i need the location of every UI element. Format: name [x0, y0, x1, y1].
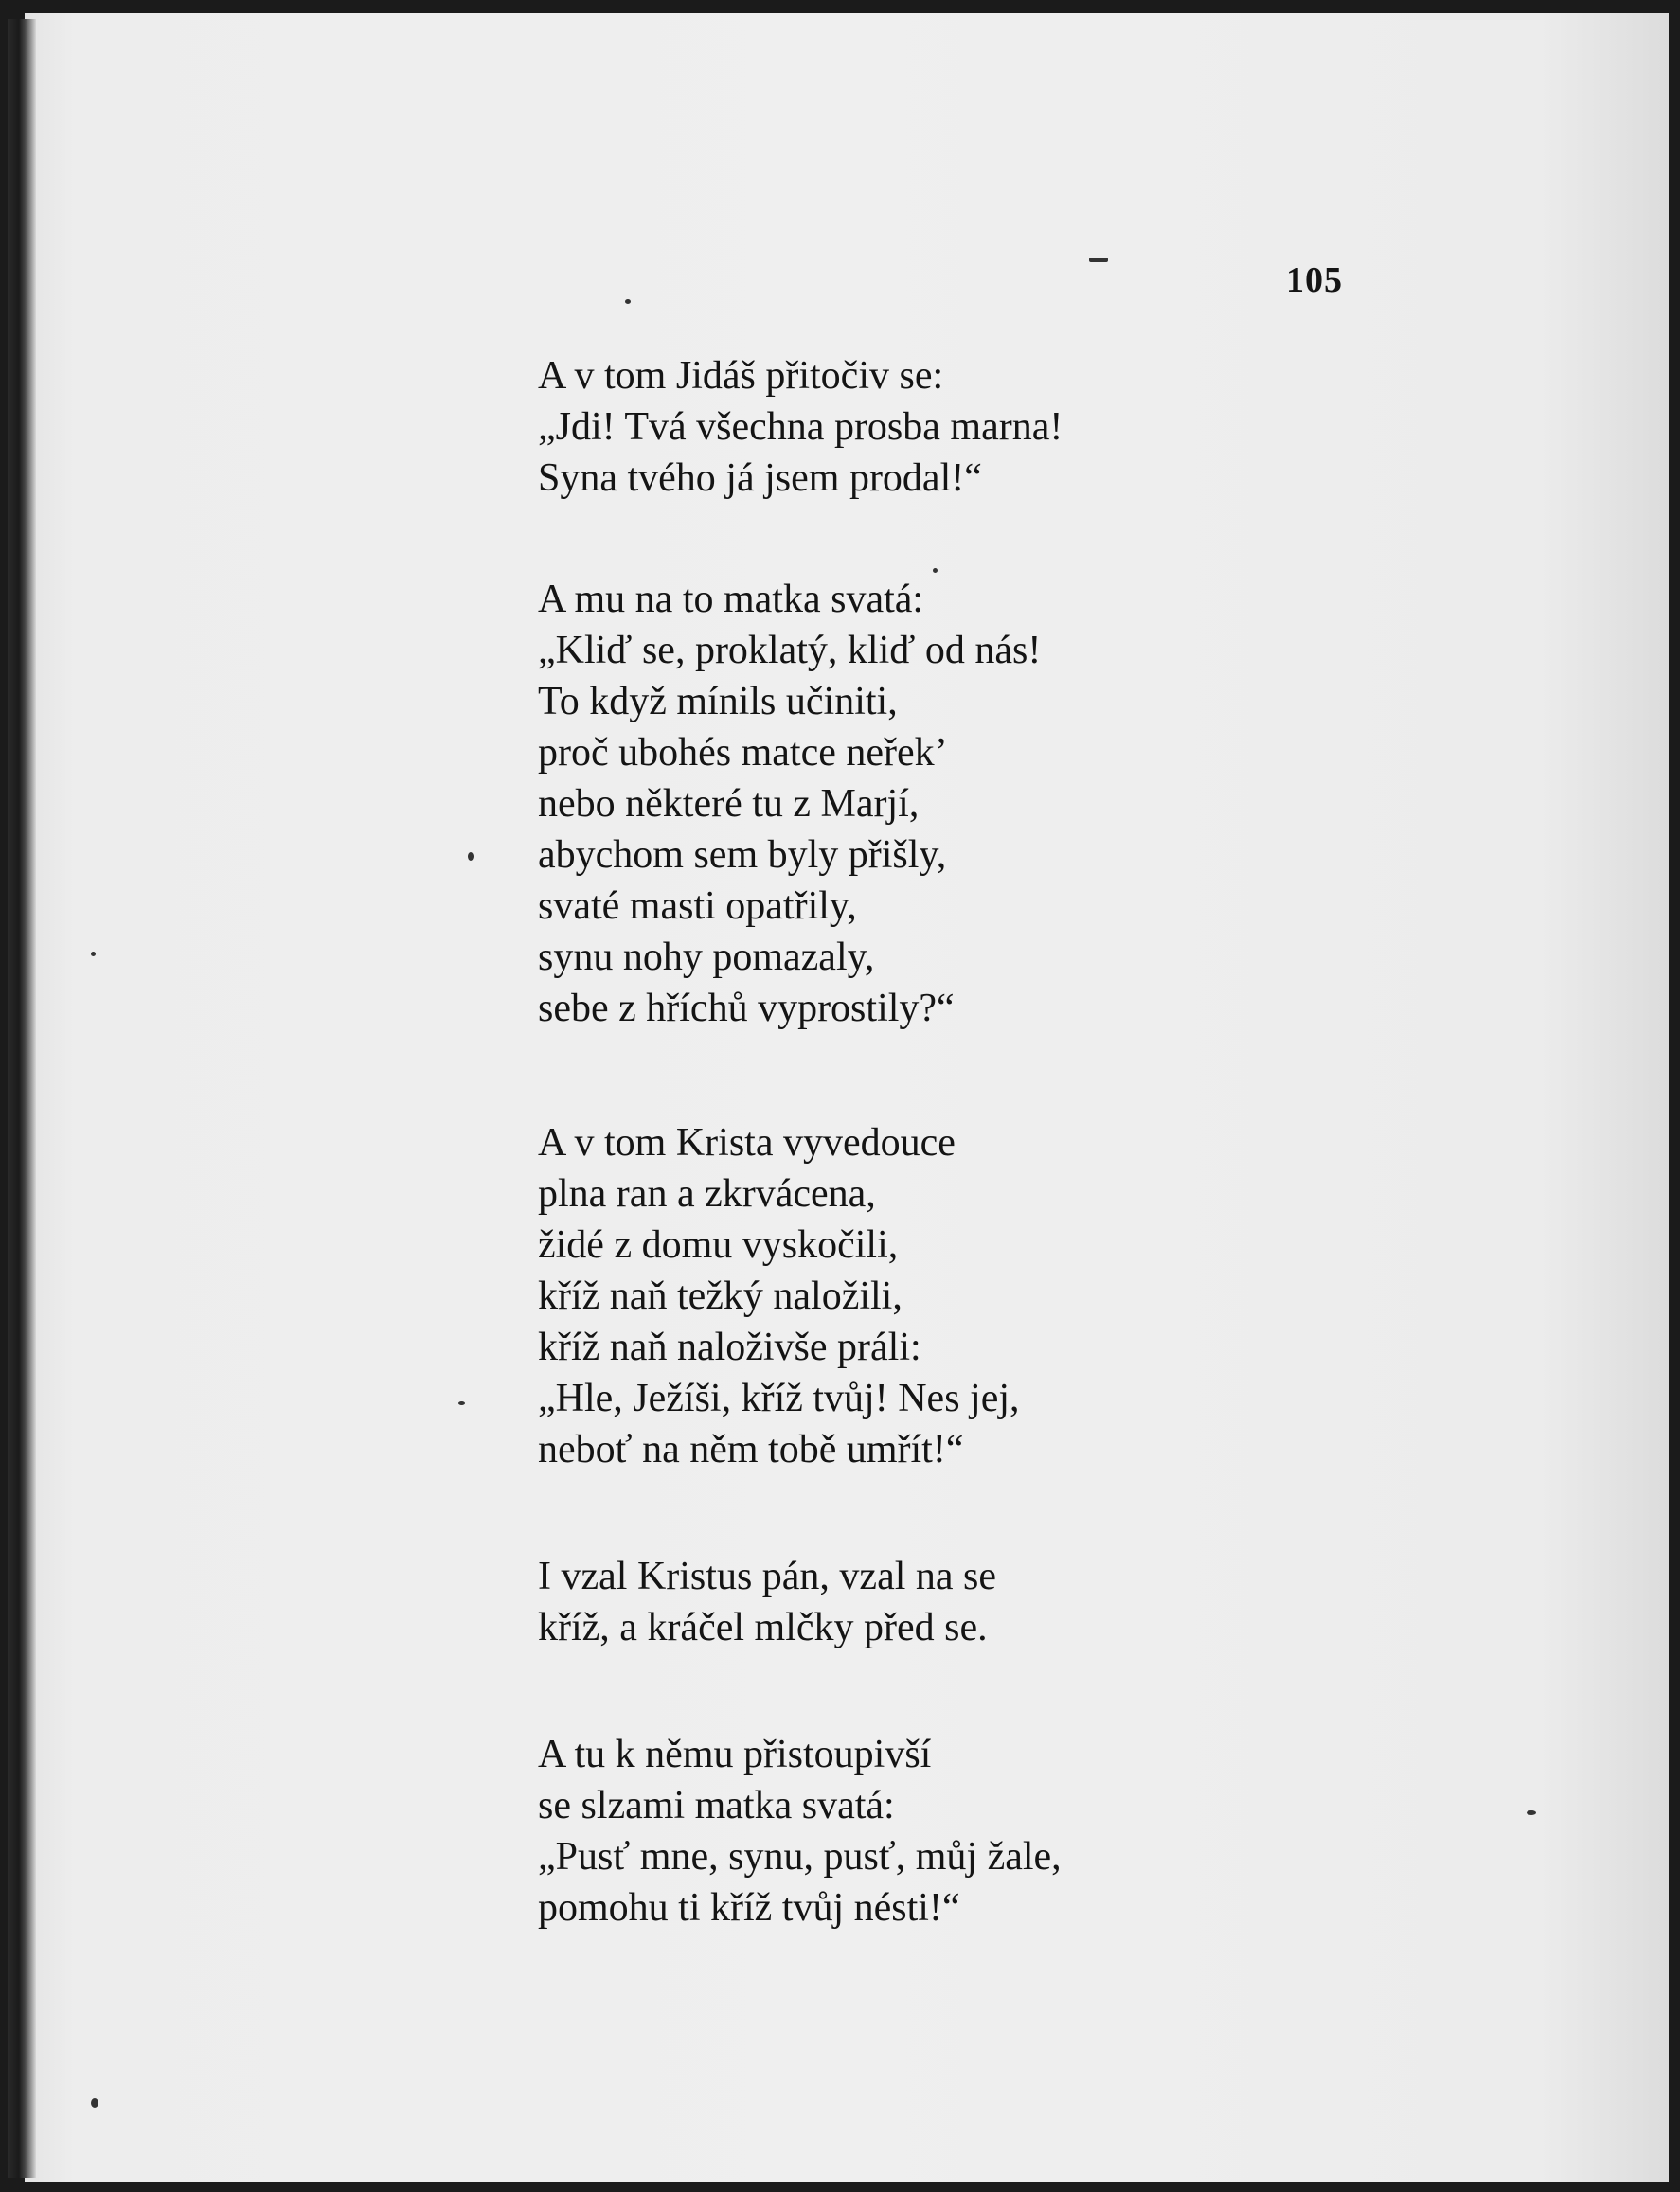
print-speck	[91, 952, 96, 956]
stanza	[538, 1729, 1485, 1934]
page-number: 105	[1286, 260, 1343, 300]
poem-line: A v tom Krista vyvedouce	[538, 1121, 956, 1165]
print-speck	[625, 299, 631, 304]
poem-line: kříž, a kráčel mlčky před se.	[538, 1606, 988, 1649]
poem-line: svaté masti opatřily,	[538, 884, 857, 928]
print-speck	[468, 852, 474, 861]
poem-line: „Jdi! Tvá všechna prosba marna!	[538, 405, 1063, 449]
poem-line: A v tom Jidáš přitočiv se:	[538, 354, 944, 398]
poem-line: I vzal Kristus pán, vzal na se	[538, 1555, 997, 1598]
poem-line: židé z domu vyskočili,	[538, 1223, 899, 1267]
poem-line: kříž naň težký naložili,	[538, 1274, 903, 1318]
poem-text	[538, 350, 1485, 2004]
page-edge-shadow	[1669, 0, 1680, 2192]
poem-line: Syna tvého já jsem prodal!“	[538, 456, 982, 500]
poem-line: „Kliď se, proklatý, kliď od nás!	[538, 629, 1042, 672]
stanza	[538, 1117, 1485, 1475]
poem-line: se slzami matka svatá:	[538, 1784, 895, 1827]
poem-line: A mu na to matka svatá:	[538, 578, 924, 621]
poem-line: abychom sem byly přišly,	[538, 833, 947, 877]
stanza	[538, 574, 1485, 1034]
poem-line: nebo některé tu z Marjí,	[538, 782, 920, 826]
poem-line: A tu k němu přistoupivší	[538, 1733, 932, 1776]
poem-line: sebe z hříchů vyprostily?“	[538, 987, 955, 1030]
poem-line: „Pusť mne, synu, pusť, můj žale,	[538, 1835, 1062, 1879]
poem-line: pomohu ti kříž tvůj nésti!“	[538, 1886, 960, 1930]
print-speck	[1089, 258, 1108, 262]
poem-line: plna ran a zkrvácena,	[538, 1172, 876, 1216]
poem-line: „Hle, Ježíši, kříž tvůj! Nes jej,	[538, 1377, 1020, 1420]
print-speck	[458, 1401, 465, 1405]
poem-line: kříž naň naloživše práli:	[538, 1326, 921, 1369]
stanza	[538, 350, 1485, 504]
book-spine-shadow	[8, 19, 36, 2178]
stanza	[538, 1551, 1485, 1653]
print-speck	[91, 2098, 98, 2108]
poem-line: synu nohy pomazaly,	[538, 936, 875, 979]
poem-line: neboť na něm tobě umřít!“	[538, 1428, 964, 1471]
poem-line: proč ubohés matce neřek’	[538, 731, 948, 775]
poem-line: To když mínils učiniti,	[538, 680, 898, 723]
print-speck	[1527, 1810, 1536, 1815]
